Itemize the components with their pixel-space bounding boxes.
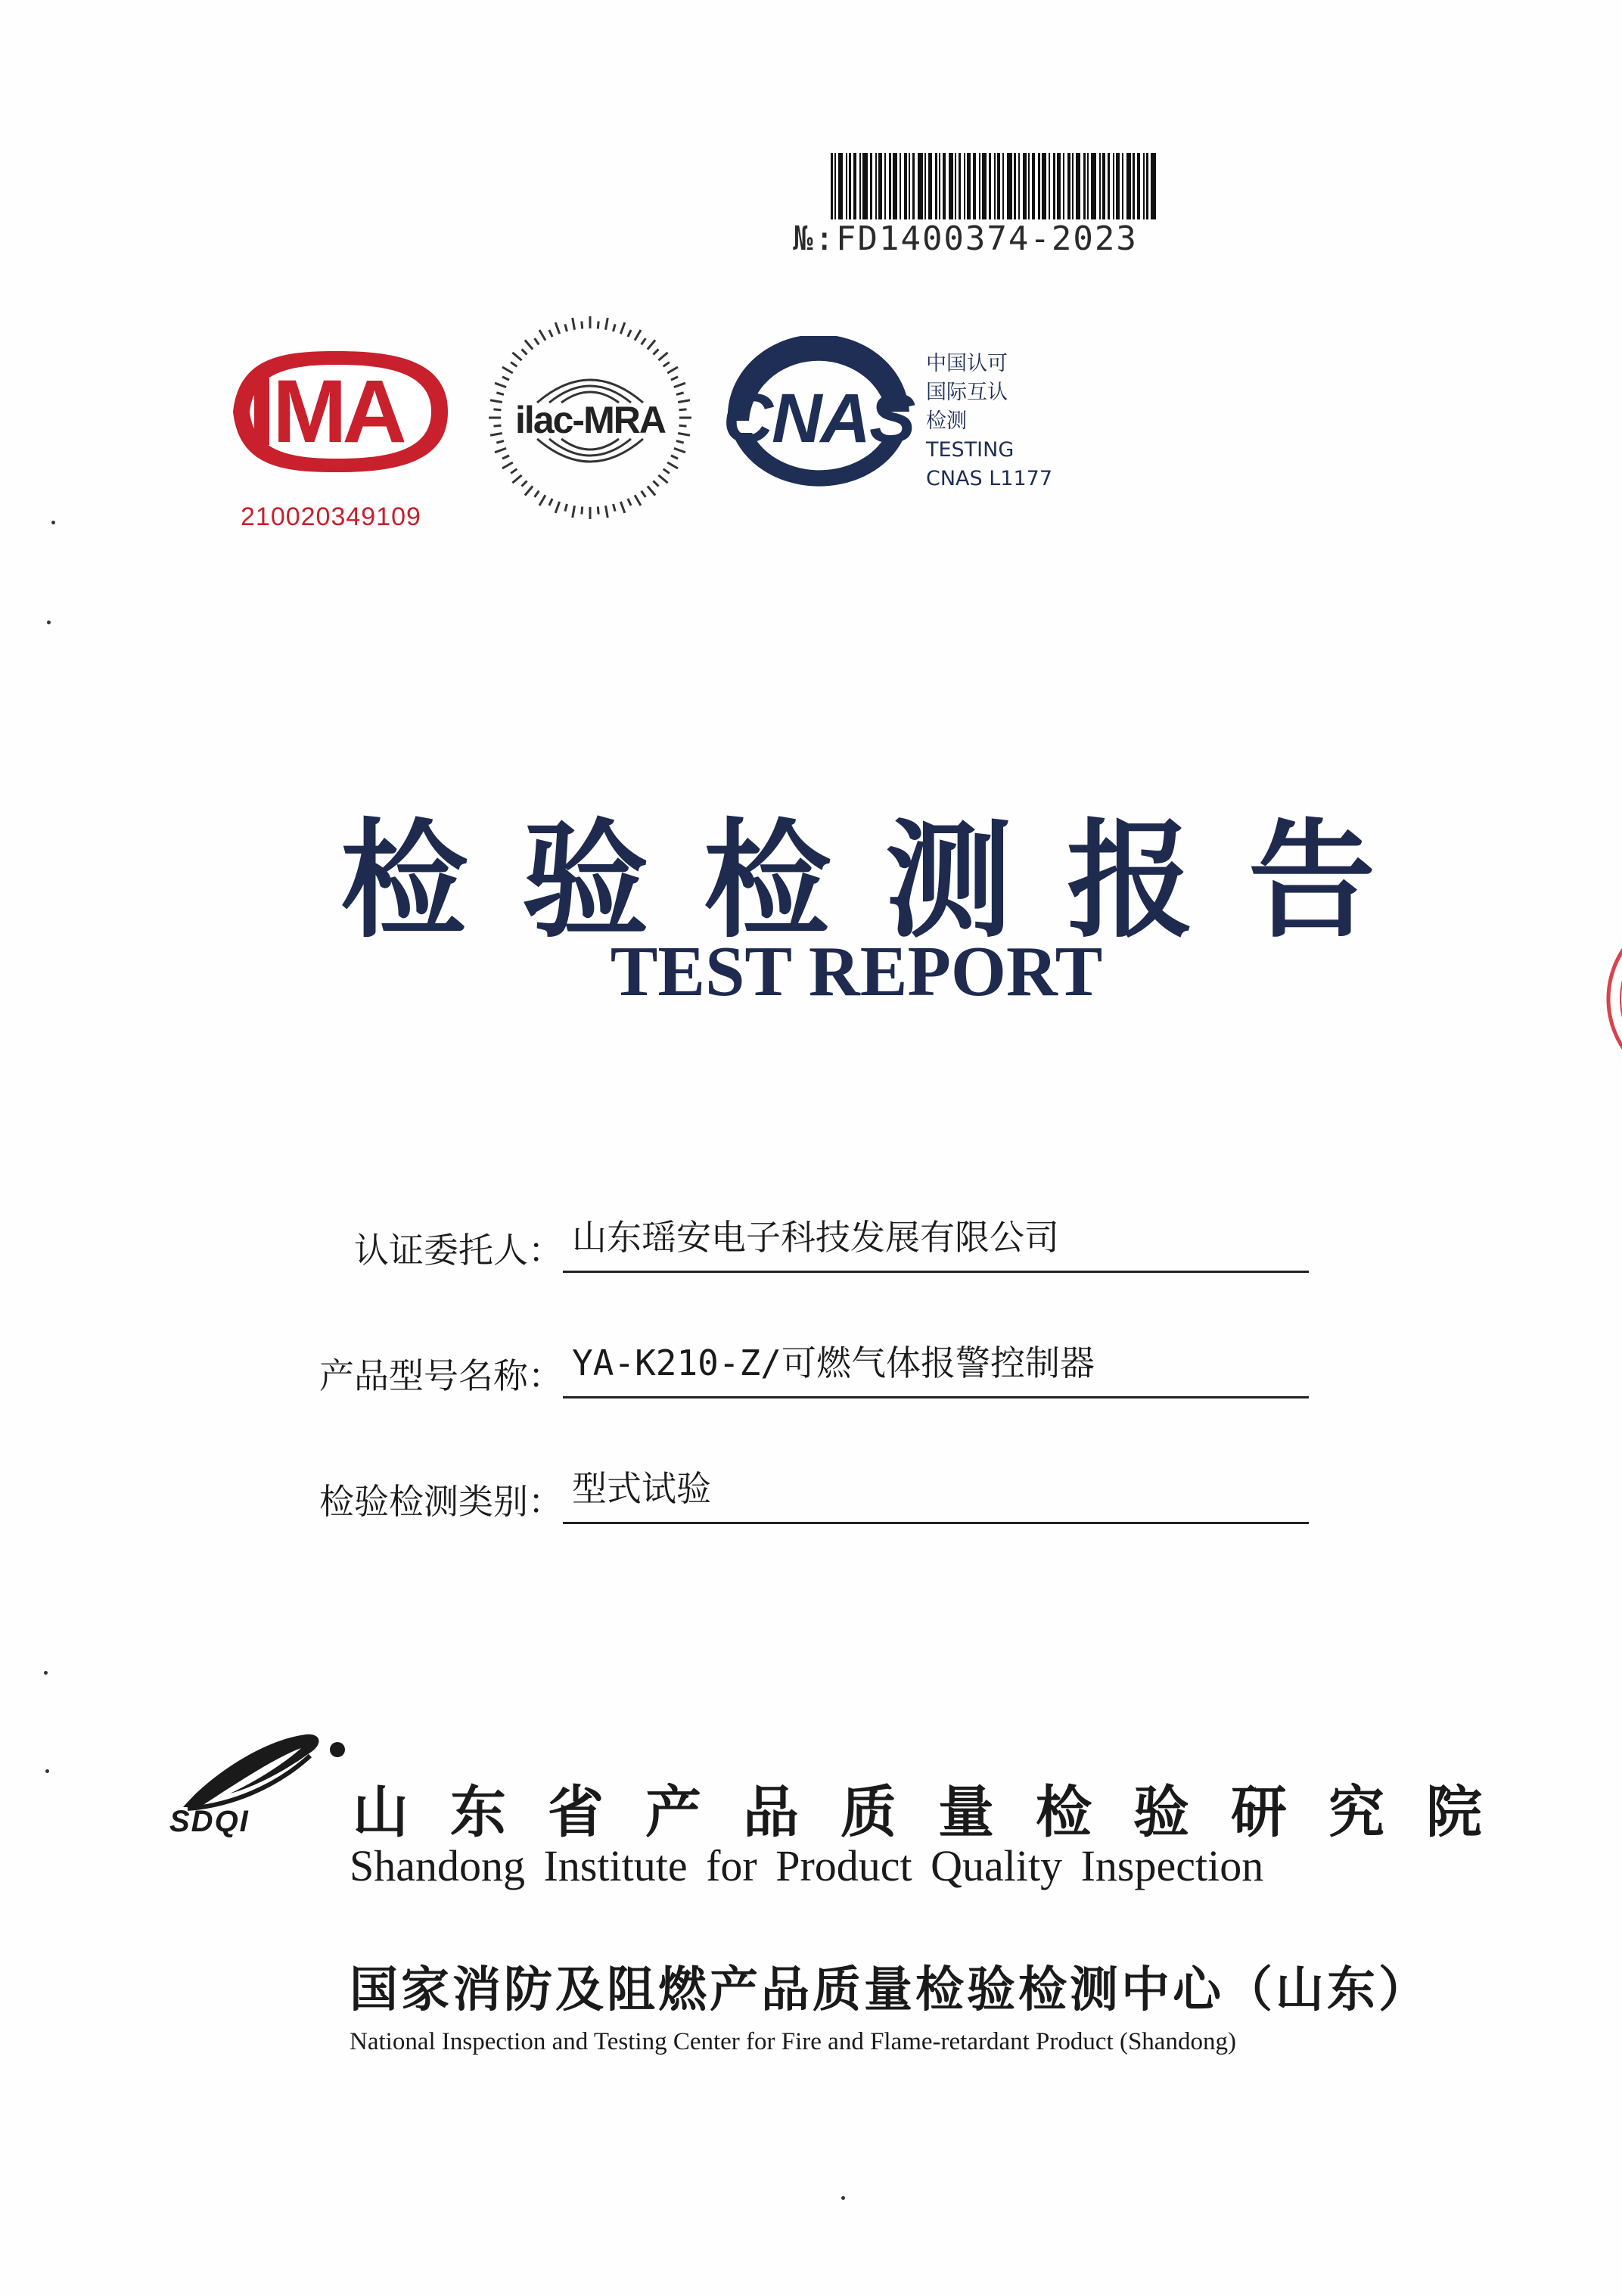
ilac-tick [573, 506, 575, 518]
ilac-tick [502, 456, 509, 459]
barcode-bar [1116, 153, 1120, 219]
cnas-line: 国际互认 [926, 381, 1008, 404]
barcode-bar [1087, 153, 1089, 219]
ilac-tick [628, 499, 631, 506]
product-field [291, 1338, 1309, 1398]
barcode-bar [1049, 153, 1050, 219]
svg-text:CNAS: CNAS [722, 380, 915, 457]
ilac-tick [565, 504, 567, 512]
barcode [831, 153, 1288, 219]
red-seal-stamp [1584, 901, 1622, 1097]
barcode-bar [1023, 153, 1027, 219]
barcode-bar [1151, 153, 1156, 219]
scan-speck [45, 1769, 49, 1773]
barcode-bar [979, 153, 980, 219]
barcode-bar [1032, 153, 1035, 219]
barcode-bar [1057, 153, 1061, 219]
barcode-bar [1099, 153, 1101, 219]
barcode-bar [909, 153, 910, 219]
ilac-tick [614, 504, 616, 512]
ilac-tick [525, 486, 533, 495]
barcode-bar [849, 153, 851, 219]
barcode-bar [831, 153, 833, 219]
barcode-bar [1076, 153, 1080, 219]
test-type-field [291, 1464, 1309, 1524]
scan-speck [44, 1671, 48, 1675]
center-name-cn: 国家消防及阻燃产品质量检验检测中心（山东） [350, 1962, 1430, 2018]
barcode-bar [1102, 153, 1105, 219]
ilac-tick [671, 456, 678, 459]
barcode-bar [1002, 153, 1004, 219]
cma-number: 210020349109 [241, 502, 421, 531]
ilac-tick [496, 393, 504, 395]
ilac-tick [667, 462, 678, 468]
barcode-bar [1072, 153, 1074, 219]
barcode-bar [912, 153, 915, 219]
ilac-tick [582, 321, 583, 328]
ilac-tick [502, 462, 513, 468]
ilac-tick [511, 362, 517, 367]
barcode-bar [1137, 153, 1140, 219]
barcode-bar [1042, 153, 1046, 219]
svg-text:SDQI: SDQI [169, 1805, 250, 1838]
barcode-bar [853, 153, 856, 219]
barcode-bar [878, 153, 882, 219]
barcode-bar [967, 153, 971, 219]
test-type-label: 检验检测类别： [319, 1481, 563, 1522]
ilac-tick [676, 393, 684, 395]
ilac-tick [663, 362, 670, 367]
ilac-tick [605, 506, 607, 518]
ilac-tick [628, 330, 631, 337]
ilac-tick [549, 499, 552, 506]
barcode-bar [862, 153, 868, 219]
barcode-bar [964, 153, 965, 219]
ilac-tick [555, 502, 559, 513]
barcode-bar [1108, 153, 1110, 219]
ilac-tick [678, 400, 690, 403]
scan-speck [51, 521, 55, 524]
ilac-tick [620, 322, 624, 334]
barcode-bar [1038, 153, 1040, 219]
barcode-bar [994, 153, 996, 219]
barcode-bar [1143, 153, 1145, 219]
ilac-tick [539, 330, 545, 341]
test-type-value: 型式试验 [563, 1461, 1309, 1524]
barcode-bar [884, 153, 886, 219]
ilac-tick [653, 481, 658, 486]
barcode-bar [1067, 153, 1070, 219]
ilac-tick [539, 495, 545, 506]
ilac-tick [648, 340, 655, 349]
ilac-tick [674, 383, 685, 387]
barcode-bar [1126, 153, 1131, 219]
barcode-bar [1113, 153, 1114, 219]
client-value: 山东瑶安电子科技发展有限公司 [563, 1210, 1309, 1273]
barcode-bar [846, 153, 847, 219]
report-title-en: TEST REPORT [610, 932, 1103, 1011]
product-value: YA-K210-Z/可燃气体报警控制器 [563, 1336, 1309, 1398]
barcode-bar [943, 153, 946, 219]
client-field [291, 1212, 1309, 1273]
ilac-tick [535, 338, 539, 344]
ilac-tick [565, 324, 567, 331]
ilac-tick [582, 507, 583, 515]
ilac-tick [642, 491, 646, 497]
ilac-tick [678, 433, 690, 435]
cnas-line: 中国认可 [926, 352, 1008, 375]
barcode-bar [997, 153, 1000, 219]
ilac-tick [635, 495, 641, 506]
ilac-tick [502, 367, 513, 373]
barcode-bar [982, 153, 987, 219]
barcode-bar [1091, 153, 1096, 219]
barcode-bar [875, 153, 877, 219]
barcode-bar [889, 153, 891, 219]
ilac-tick [679, 409, 687, 410]
barcode-bar [1083, 153, 1086, 219]
sdqi-logo [162, 1718, 359, 1839]
institute-name-en: Shandong Institute for Product Quality Inspection [350, 1841, 1264, 1890]
ilac-tick [521, 349, 527, 354]
cma-logo [224, 348, 451, 475]
barcode-bar [1018, 153, 1020, 219]
ilac-tick [663, 469, 670, 474]
ilac-tick [493, 409, 501, 410]
ilac-tick [511, 469, 517, 474]
ilac-tick [495, 448, 506, 452]
ilac-tick [490, 400, 502, 403]
barcode-bar [859, 153, 861, 219]
cnas-line: CNAS L1177 [926, 467, 1052, 490]
barcode-bar [904, 153, 907, 219]
cnas-logo [705, 336, 932, 506]
ilac-tick [502, 377, 509, 380]
barcode-bar [838, 153, 843, 219]
ilac-tick [549, 330, 552, 337]
ilac-tick [512, 353, 521, 360]
ilac-mra-logo [484, 312, 696, 524]
barcode-bar [924, 153, 926, 219]
barcode-bar [1014, 153, 1016, 219]
barcode-bar [900, 153, 901, 219]
svg-text:ilac-MRA: ilac-MRA [515, 399, 665, 441]
institute-name-cn: 山东省产品质量检验研究院 [353, 1780, 1524, 1845]
ilac-tick [493, 425, 501, 426]
svg-text:MA: MA [272, 362, 402, 462]
ilac-tick [490, 433, 502, 435]
ilac-tick [674, 448, 685, 452]
barcode-bar [1007, 153, 1012, 219]
ilac-tick [573, 318, 575, 330]
barcode-bar [834, 153, 836, 219]
barcode-bar [1133, 153, 1135, 219]
cnas-line: 检测 [926, 409, 967, 433]
ilac-tick [525, 340, 533, 349]
ilac-tick [653, 349, 658, 354]
cnas-text-block [926, 350, 1052, 493]
ilac-tick [679, 425, 687, 426]
barcode-bar [1028, 153, 1030, 219]
barcode-bar [989, 153, 991, 219]
barcode-bar [1063, 153, 1064, 219]
client-label: 认证委托人： [354, 1230, 563, 1271]
scan-speck [841, 2196, 845, 2200]
ilac-tick [521, 481, 527, 486]
ilac-tick [555, 322, 559, 334]
ilac-tick [512, 475, 521, 483]
ilac-tick [605, 318, 607, 330]
cnas-line: TESTING [926, 438, 1015, 462]
barcode-bar [918, 153, 923, 219]
ilac-tick [614, 324, 616, 331]
barcode-bar [959, 153, 961, 219]
ilac-tick [642, 338, 646, 344]
report-number: №:FD1400374-2023 [793, 219, 1138, 258]
barcode-bar [935, 153, 937, 219]
barcode-bar [1122, 153, 1123, 219]
center-name-en: National Inspection and Testing Center for Fire and Flame-retardant Product (Shandong) [350, 2028, 1236, 2055]
ilac-tick [635, 330, 641, 341]
ilac-tick [658, 353, 667, 360]
ilac-tick [495, 383, 506, 387]
ilac-tick [676, 441, 684, 443]
ilac-tick [667, 367, 678, 373]
product-label: 产品型号名称： [319, 1355, 563, 1396]
barcode-bar [928, 153, 932, 219]
scan-speck [47, 621, 51, 624]
barcode-bar [939, 153, 940, 219]
ilac-tick [620, 502, 624, 513]
barcode-bar [1146, 153, 1148, 219]
ilac-tick [496, 441, 504, 443]
barcode-bar [955, 153, 956, 219]
barcode-bar [949, 153, 953, 219]
barcode-bar [1053, 153, 1055, 219]
ilac-tick [658, 475, 667, 483]
barcode-bar [870, 153, 872, 219]
barcode-bar [893, 153, 897, 219]
report-title-cn: 检验检测报告 [340, 805, 1430, 955]
ilac-tick [648, 486, 655, 495]
ilac-tick [671, 377, 678, 380]
ilac-tick [535, 491, 539, 497]
barcode-bar [973, 153, 976, 219]
